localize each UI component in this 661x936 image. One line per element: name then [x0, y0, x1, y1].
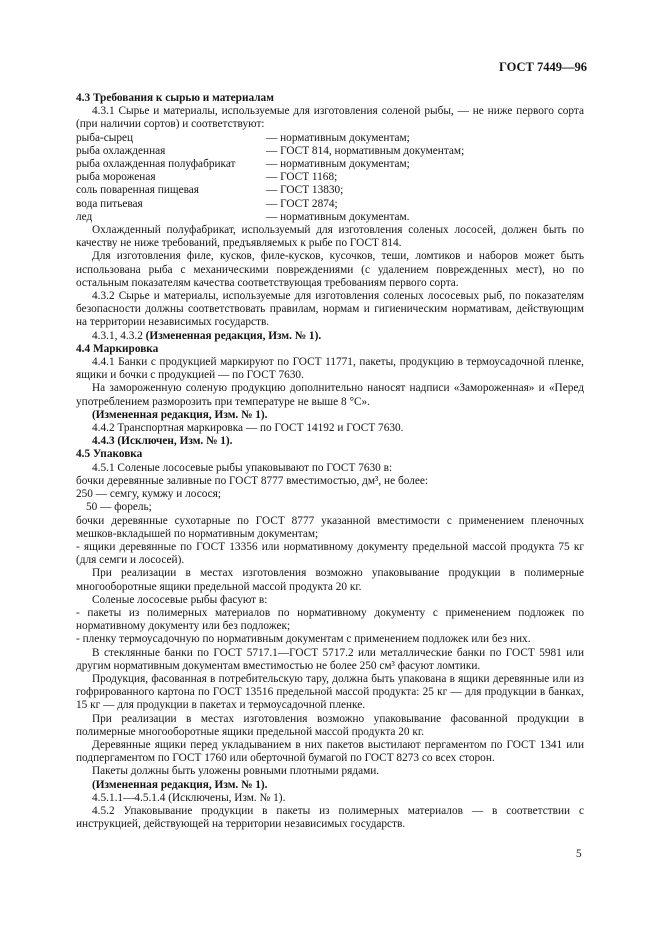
frozen-labelling-paragraph: На замороженную соленую продукцию дополнительно наносят надписи «Замороженная» и «Перед употреблением разморозить при температуре не выше 8 °С».	[76, 382, 584, 408]
clause-4-3-2: 4.3.2 Сырье и материалы, используемые для изготовления соленых лососевых рыб, по показателям безопасности должны соответствовать правилам, нормам и гигиеническим нормативам, действующим на территории независимых государств.	[76, 290, 584, 329]
amendment-note-4-4: (Измененная редакция, Изм. № 1).	[92, 408, 268, 421]
material-row	[76, 184, 584, 197]
material-requirement: — нормативным документам;	[266, 131, 410, 144]
polymer-boxes-packed-paragraph: При реализации в местах изготовления возможно упаковывание фасованной продукции в полимерные многооборотные ящики предельной массой продукта 20 кг.	[76, 712, 584, 738]
clause-4-4-3: 4.4.3 (Исключен, Изм. № 1).	[92, 435, 233, 448]
material-row	[76, 132, 584, 145]
packed-in-paragraph: Соленые лососевые рыбы фасуют в:	[92, 593, 268, 606]
rows-paragraph: Пакеты должны быть уложены ровными плотными рядами.	[92, 765, 380, 778]
dry-barrels-item: бочки деревянные сухотарные по ГОСТ 8777 указанной вместимости с применением пленочных мешков-вкладышей по нормативным документам;	[76, 514, 584, 540]
section-4-5-heading: 4.5 Упаковка	[76, 448, 143, 461]
polymer-bags-item: - пакеты из полимерных материалов по нормативному документу с применением подложек по нормативному документу или без подложек;	[76, 606, 584, 633]
jars-paragraph: В стеклянные банки по ГОСТ 5717.1—ГОСТ 5717.2 или металлические банки по ГОСТ 5981 или другим нормативным документам вместимостью не более 250 см³ фасуют ломтики.	[76, 646, 584, 672]
section-4-3-heading: 4.3 Требования к сырью и материалам	[76, 92, 274, 104]
amendment-note-4-3	[76, 330, 584, 343]
clause-4-4-1: 4.4.1 Банки с продукцией маркируют по ГОСТ 11771, пакеты, продукцию в термоусадочной пленке, ящики и бочки с продукцией — по ГОСТ 7630.	[76, 356, 584, 382]
page-body	[76, 92, 584, 831]
amendment-ref: 4.3.1, 4.3.2	[92, 329, 143, 342]
clauses-4-5-1-1-to-4: 4.5.1.1—4.5.1.4 (Исключены, Изм. № 1).	[92, 791, 286, 804]
material-row	[76, 158, 584, 171]
clause-4-5-2: 4.5.2 Упаковывание продукции в пакеты из полимерных материалов — в соответствии с инструкцией, действующей на территории независимых государств.	[76, 804, 584, 831]
chilled-semi-product-paragraph: Охлажденный полуфабрикат, используемый для изготовления соленых лососей, должен быть по качеству не ниже требований, предъявляемых к рыбе по ГОСТ 814.	[76, 224, 584, 250]
material-requirement: — ГОСТ 13830;	[266, 184, 344, 197]
material-row	[76, 198, 584, 211]
clause-4-3-1: 4.3.1 Сырье и материалы, используемые для изготовления соленой рыбы, — не ниже первого сорта (при наличии сортов) и соответствуют:	[76, 105, 584, 131]
wooden-boxes-lining-paragraph: Деревянные ящики перед укладыванием в них пакетов выстилают пергаментом по ГОСТ 1341 или подпергаментом по ГОСТ 1760 или оберточной бумагой по ГОСТ 8273 со всех сторон.	[76, 738, 584, 765]
clause-4-5-1: 4.5.1 Соленые лососевые рыбы упаковывают по ГОСТ 7630 в:	[92, 461, 393, 474]
consumer-packaging-paragraph: Продукция, фасованная в потребительскую тару, должна быть упакована в ящики деревянные или из гофрированного картона по ГОСТ 13516 предельной массой продукта: 25 кг — для продукции в банках, 15 кг — для продукции в пакетах и термоусадочной пленке.	[76, 672, 584, 712]
barrels-item: бочки деревянные заливные по ГОСТ 8777 вместимостью, дм³, не более:	[76, 474, 428, 487]
material-name: лед	[76, 210, 93, 223]
material-requirement: — нормативным документам;	[266, 158, 410, 171]
wooden-boxes-item: - ящики деревянные по ГОСТ 13356 или нормативному документу предельной массой продукта 75 кг (для семги и лососей).	[76, 540, 584, 567]
volume-250-item: 250 — семгу, кумжу и лосося;	[76, 488, 221, 501]
material-name: рыба охлажденная полуфабрикат	[76, 158, 236, 171]
material-requirement: — ГОСТ 2874;	[266, 197, 338, 210]
page-number: 5	[576, 848, 582, 860]
section-4-4-heading: 4.4 Маркировка	[76, 342, 159, 355]
material-requirement: — нормативным документам.	[266, 210, 410, 223]
clause-4-4-2: 4.4.2 Транспортная маркировка — по ГОСТ 14192 и ГОСТ 7630.	[92, 422, 404, 435]
shrink-film-item: - пленку термоусадочную по нормативным документам с применением подложек или без них.	[76, 633, 531, 646]
material-name: соль поваренная пищевая	[76, 184, 200, 197]
material-name: рыба-сырец	[76, 131, 134, 144]
material-name: рыба мороженая	[76, 171, 156, 184]
amendment-text: (Измененная редакция, Изм. № 1).	[145, 329, 322, 342]
material-row	[76, 145, 584, 158]
document-id: ГОСТ 7449—96	[498, 60, 587, 74]
material-name: рыба охлажденная	[76, 144, 166, 157]
material-requirement: — ГОСТ 1168;	[266, 171, 338, 184]
material-row	[76, 171, 584, 184]
material-row	[76, 211, 584, 224]
volume-50-item: 50 — форель;	[86, 501, 152, 514]
material-requirement: — ГОСТ 814, нормативным документам;	[266, 144, 465, 157]
amendment-note-4-5: (Измененная редакция, Изм. № 1).	[92, 778, 268, 791]
material-name: вода питьевая	[76, 197, 143, 210]
materials-list	[76, 132, 584, 224]
fillet-paragraph: Для изготовления филе, кусков, филе-кусков, кусочков, теши, ломтиков и наборов может быть использована рыба с механическими повреждениями (с удалением поврежденных мест), но по остальным показателям качества соответствующая требованиям первого сорта.	[76, 250, 584, 289]
polymer-boxes-paragraph: При реализации в местах изготовления возможно упаковывание продукции в полимерные многооборотные ящики предельной массой продукта 20 кг.	[76, 567, 584, 593]
